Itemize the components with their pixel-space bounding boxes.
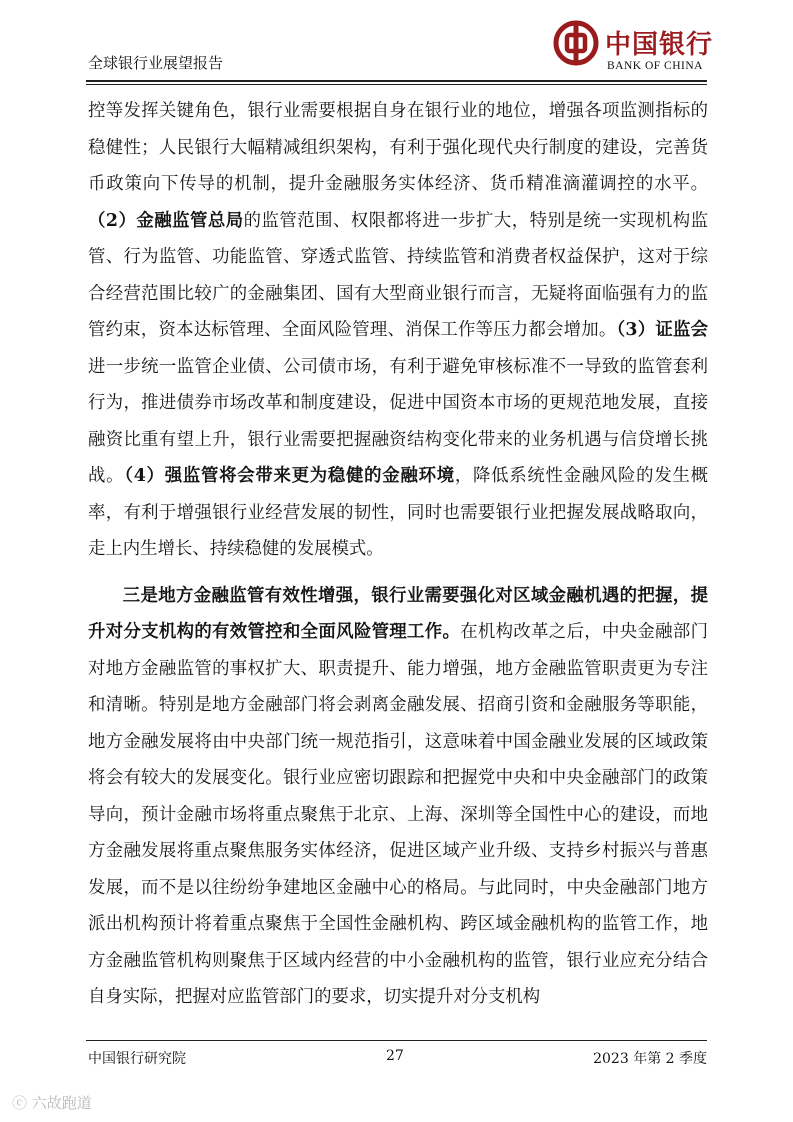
bold-heading-strong-regulation: （4）强监管将会带来更为稳健的金融环境 [124,466,455,486]
logo-english-name: BANK OF CHINA [607,60,703,72]
bold-heading-nfra: （2）金融监管总局 [88,210,244,231]
report-title: 全球银行业展望报告 [88,54,224,72]
paragraph-text: 的监管范围、权限都将进一步扩大，特别是统一实现机构监管、行为监管、功能监管、穿透式监管、持续监管和消费者权益保护，这对于综合经营范围比较广的金融集团、国有大型商业银行而言，无疑将面临强有力的监管约束，资本达标管理、全面风险管理、消保工作等压力都会增加。 [88,210,708,340]
watermark [12,1092,92,1113]
footer-institute: 中国银行研究院 [88,1051,186,1067]
footer-quarter: 2023 年第 2 季度 [593,1051,707,1067]
paragraph-text: 进一步统一监管企业债、公司债市场，有利于避免审核标准不一导致的监管套利行为，推进债券市场改革和制度建设，促进中国资本市场的更规范地发展，直接融资比重有望上升，银行业需要把握融资结构变化带来的业务机遇与信贷增长挑战。 [88,356,708,486]
bold-lead-sentence: 三是地方金融监管有效性增强，银行业需要强化对区域金融机遇的把握，提升对分支机构的有效管控和全面风险管理工作。 [88,585,708,642]
report-body [88,93,708,1016]
page-number: 27 [386,1048,404,1064]
logo-chinese-name: 中国银行 [605,30,714,60]
paragraph-local-regulation [88,578,708,1016]
header-divider [86,80,707,82]
paragraph-regulatory-bodies [88,93,708,568]
paragraph-text: ，降低系统性金融风险的发生概率，有利于增强银行业经营发展的韧性，同时也需要银行业把握发展战略取向，走上内生增长、持续稳健的发展模式。 [88,466,708,559]
watermark-logo-icon: ⓒ [12,1094,32,1112]
bank-of-china-logo [553,20,723,80]
header-divider-thin [86,84,707,85]
bold-heading-csrc: （3）证监会 [616,320,708,340]
watermark-text: 六故跑道 [31,1094,92,1112]
footer-divider [86,1040,707,1041]
paragraph-text: 在机构改革之后，中央金融部门对地方金融监管的事权扩大、职责提升、能力增强，地方金融监管职责更为专注和清晰。特别是地方金融部门将会剥离金融发展、招商引资和金融服务等职能，地方金融发展将由中央部门统一规范指引，这意味着中国金融业发展的区域政策将会有较大的发展变化。银行业应密切跟踪和把握党中央和中央金融部门的政策导向，预计金融市场将重点聚焦于北京、上海、深圳等全国性中心的建设，而地方金融发展将重点聚焦服务实体经济，促进区域产业升级、支持乡村振兴与普惠发展，而不是以往纷纷争建地区金融中心的格局。与此同时，中央金融部门地方派出机构预计将着重点聚焦于全国性金融机构、跨区域金融机构的监管工作，地方金融监管机构则聚焦于区域内经营的中小金融机构的监管，银行业应充分结合自身实际，把握对应监管部门的要求，切实提升对分支机构 [88,622,708,1007]
paragraph-text: 控等发挥关键角色，银行业需要根据自身在银行业的地位，增强各项监测指标的稳健性；人民银行大幅精减组织架构，有利于强化现代央行制度的建设，完善货币政策向下传导的机制，提升金融服务实体经济、货币精准滴灌调控的水平。 [88,101,708,194]
bank-of-china-emblem-icon [553,20,599,66]
